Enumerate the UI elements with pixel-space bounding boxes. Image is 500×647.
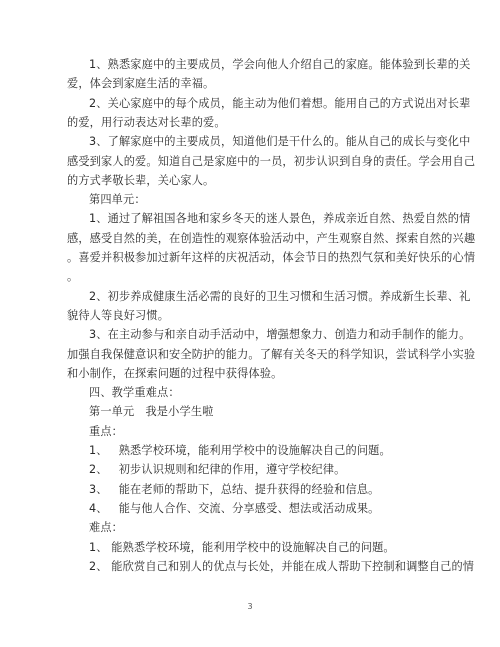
list-item: 3、 能在老师的帮助下，总结、提升获得的经验和信息。 (89, 482, 380, 496)
label-heading: 重点： (89, 424, 124, 438)
section-heading: 四、教学重难点： (89, 386, 180, 400)
subsection-heading: 第一单元 我是小学生啦 (89, 405, 214, 419)
text-line: 。 (67, 270, 79, 284)
text-line: 1、通过了解祖国各地和家乡冬天的迷人景色，养成亲近自然、热爱自然的情 (89, 212, 471, 226)
text-line: 和小制作，在探索问题的过程中获得体验。 (67, 366, 283, 380)
label-heading: 难点： (89, 521, 124, 535)
list-item: 4、 能与他人合作、交流、分享感受、想法或活动成果。 (89, 501, 380, 515)
text-line: 。喜爱并积极参加过新年这样的庆祝活动，体会节日的热烈气氛和美好快乐的心情 (67, 251, 476, 264)
text-line: 加强自我保健意识和安全防护的能力。了解有关冬天的科学知识，尝试科学小实验 (67, 347, 476, 361)
section-heading: 第四单元： (89, 193, 146, 207)
text-line: 的爱，用行动表达对长辈的爱。 (67, 115, 226, 129)
text-line: 感受到家人的爱。知道自己是家庭中的一员，初步认识到自身的责任。学会用自己 (67, 154, 476, 168)
text-line: 的方式孝敬长辈，关心家人。 (67, 173, 215, 187)
list-item: 2、 能欣赏自己和别人的优点与长处，并能在成人帮助下控制和调整自己的情 (89, 559, 475, 573)
text-line: 2、初步养成健康生活必需的良好的卫生习惯和生活习惯。养成新生长辈、礼 (89, 289, 471, 303)
text-line: 1、熟悉家庭中的主要成员，学会向他人介绍自己的家庭。能体验到长辈的关 (89, 58, 471, 71)
text-line: 爱，体会到家庭生活的幸福。 (67, 77, 215, 91)
list-item: 1、 能熟悉学校环境，能利用学校中的设施解决自己的问题。 (89, 540, 395, 554)
page-number: 3 (247, 602, 253, 611)
text-line: 3、在主动参与和亲自动手活动中，增强想象力、创造力和动手制作的能力。 (89, 328, 471, 342)
text-line: 2、关心家庭中的每个成员，能主动为他们着想。能用自己的方式说出对长辈 (89, 96, 471, 110)
text-line: 感，感受自然的美，在创造性的观察体验活动中，产生观察自然、探索自然的兴趣 (67, 231, 476, 245)
list-item: 1、 熟悉学校环境，能利用学校中的设施解决自己的问题。 (89, 444, 391, 457)
text-line: 3、了解家庭中的主要成员，知道他们是干什么的。能从自己的成长与变化中 (89, 135, 471, 149)
text-line: 貌待人等良好习惯。 (67, 308, 170, 322)
list-item: 2、 初步认识规则和纪律的作用，遵守学校纪律。 (89, 463, 346, 477)
